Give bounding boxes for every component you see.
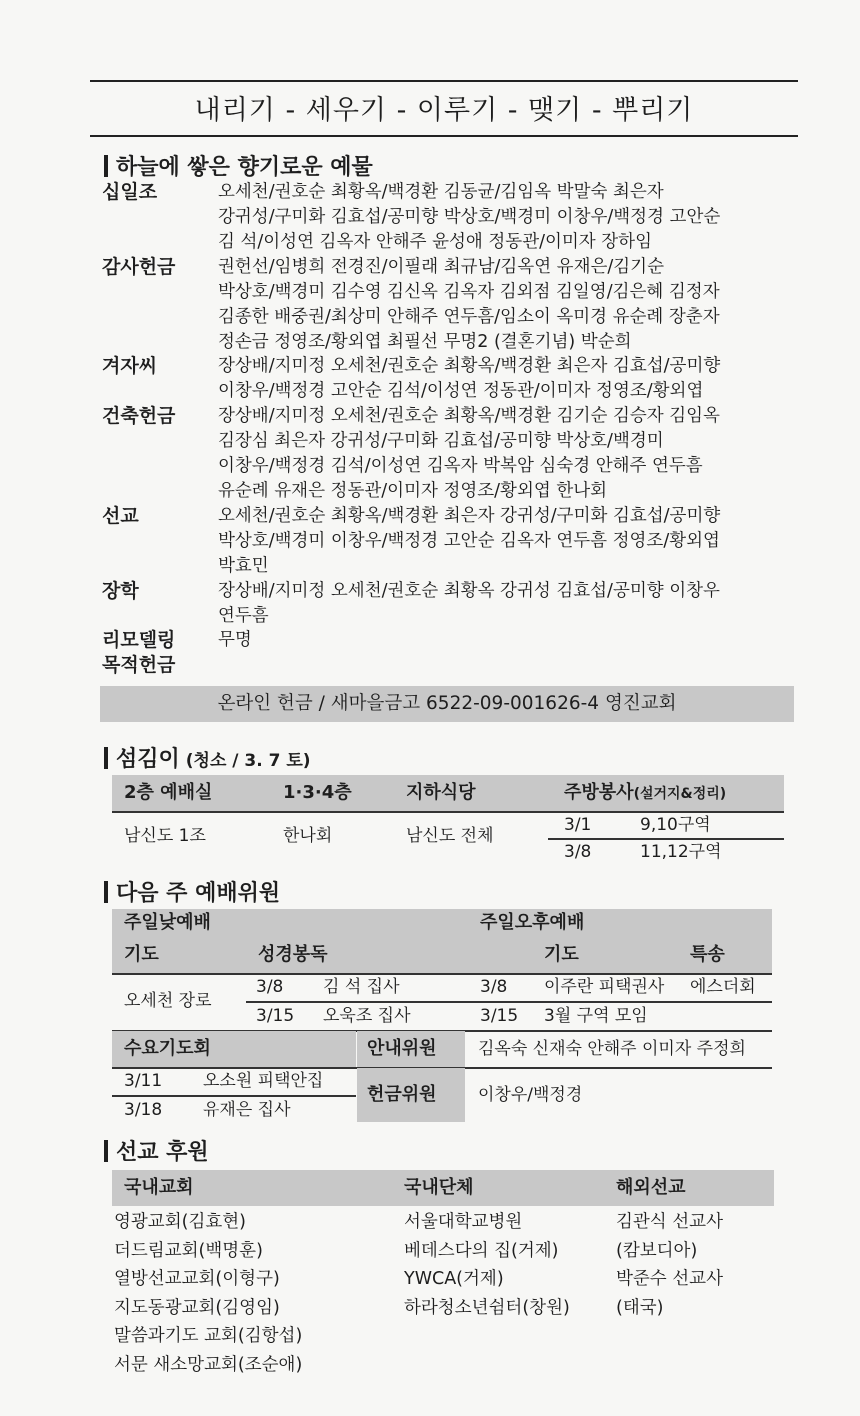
mission-item: 더드림교회(백명훈) [114,1240,263,1261]
offering-donor-names [218,504,802,579]
donor-line: 장상배/지미정 오세천/권호순 최황옥 강귀성 김효섭/공미향 이창우 [218,581,720,601]
special-song-1: 에스더회 [690,977,756,997]
afternoon-prayer-2: 3월 구역 모임 [544,1006,648,1026]
wednesday-name-2: 유재은 집사 [203,1100,291,1120]
donor-line: 박효민 [218,556,269,576]
offering-donor-names [218,180,802,255]
service-duty-title: 섬김이 (청소 / 3. 7 토) [104,742,311,773]
header-special-song: 특송 [690,944,725,965]
usher-label: 안내위원 [367,1038,437,1059]
duty-basement: 남신도 전체 [406,826,494,846]
mission-item: 영광교회(김효현) [114,1212,246,1232]
header-2f-hall: 2층 예배실 [124,782,213,803]
header-bible-reading: 성경봉독 [258,944,328,965]
reading-date-2: 3/15 [256,1006,295,1026]
domestic-churches-list [114,1208,302,1379]
header-kitchen: 주방봉사(설거지&정리) [564,782,727,803]
donor-line: 연두흠 [218,606,269,626]
offering-donor-names [218,579,802,629]
motto-bottom-rule [90,135,798,137]
prayer-leader: 오세천 장로 [124,991,212,1011]
top-rule [90,80,798,82]
mission-item: 지도동광교회(김영임) [114,1297,280,1318]
header-domestic-orgs: 국내단체 [404,1177,474,1198]
header-domestic-churches: 국내교회 [124,1177,194,1198]
offering-committee-label: 헌금위원 [367,1084,437,1105]
mission-item: 박준수 선교사 [616,1269,723,1289]
offering-donor-names [218,354,802,404]
mission-item: (캄보디아) [616,1240,698,1261]
donor-line: 박상호/백경미 김수영 김신옥 김옥자 김외점 김일영/김은혜 김정자 [218,282,720,302]
donor-line: 권헌선/임병희 전경진/이필래 최규남/김옥연 유재은/김기순 [218,257,664,277]
donor-line: 이창우/백정경 김석/이성연 김옥자 박복암 심숙경 안해주 연두흠 [218,456,703,476]
afternoon-date-1: 3/8 [480,977,508,997]
mission-item: 서울대학교병원 [404,1212,523,1232]
header-prayer-afternoon: 기도 [544,944,579,965]
header-134f: 1·3·4층 [283,782,352,803]
afternoon-date-2: 3/15 [480,1006,519,1026]
donor-line: 유순례 유재은 정동관/이미자 정영조/황외엽 한나회 [218,481,608,501]
duty-134f: 한나회 [283,826,333,846]
reading-date-1: 3/8 [256,977,284,997]
mission-item: YWCA(거제) [404,1269,504,1289]
offering-committee-names: 이창우/백정경 [478,1085,583,1105]
header-overseas: 해외선교 [616,1177,686,1198]
reader-2: 오욱조 집사 [323,1006,411,1026]
mission-item: 말씀과기도 교회(김항섭) [114,1326,303,1346]
donor-line: 강귀성/구미화 김효섭/공미향 박상호/백경미 이창우/백정경 고안순 [218,207,721,227]
offering-category-label: 건축헌금 [102,405,176,427]
wednesday-date-2: 3/18 [124,1100,163,1120]
donor-line: 장상배/지미정 오세천/권호순 최황옥/백경환 최은자 김효섭/공미향 [218,356,721,376]
next-week-title: 다음 주 예배위원 [104,876,280,907]
kitchen-area-1: 9,10구역 [640,815,711,835]
donor-line: 오세천/권호순 최황옥/백경환 김동균/김임옥 박말숙 최은자 [218,182,664,202]
mission-item: 베데스다의 집(거제) [404,1240,559,1261]
mission-item: 김관식 선교사 [616,1212,723,1232]
mission-item: (태국) [616,1297,664,1318]
overseas-list [616,1208,723,1322]
domestic-orgs-list [404,1208,570,1322]
motto: 내리기 - 세우기 - 이루기 - 맺기 - 뿌리기 [194,95,694,126]
donor-line: 김종한 배중권/최상미 안해주 연두흠/임소이 옥미경 유순례 장춘자 [218,307,720,327]
duty-2f-hall: 남신도 1조 [124,826,206,846]
offering-category-label: 리모델링 [102,629,176,651]
reader-1: 김 석 집사 [323,977,400,997]
donor-line: 장상배/지미정 오세천/권호순 최황옥/백경환 김기순 김승자 김임옥 [218,406,720,426]
donor-line: 오세천/권호순 최황옥/백경환 최은자 강귀성/구미화 김효섭/공미향 [218,506,721,526]
afternoon-prayer-1: 이주란 피택권사 [544,977,665,997]
mission-item: 열방선교교회(이형구) [114,1269,280,1289]
header-basement: 지하식당 [406,782,476,803]
header-prayer: 기도 [124,944,159,965]
kitchen-area-2: 11,12구역 [640,842,722,862]
sunday-morning-label: 주일낮예배 [124,912,211,933]
wednesday-name-1: 오소원 피택안집 [203,1071,324,1091]
usher-names: 김옥숙 신재숙 안해주 이미자 주정희 [478,1039,746,1059]
next-week-header [112,909,772,973]
mission-item: 서문 새소망교회(조순애) [114,1354,303,1375]
kitchen-date-1: 3/1 [564,815,592,835]
offerings-title: 하늘에 쌓은 향기로운 예물 [104,150,373,181]
next-week-header-line [112,973,772,975]
offering-category-label: 장학 [102,580,139,602]
offering-category-label: 십일조 [102,181,158,203]
offering-category-label-line2: 목적헌금 [102,654,176,676]
offering-donor-names [218,404,802,504]
donor-line: 무명 [218,630,252,650]
offering-category-label: 감사헌금 [102,256,176,278]
mission-title: 선교 후원 [104,1135,209,1166]
donor-line: 정손금 정영조/황외엽 최필선 무명2 (결혼기념) 박순희 [218,332,632,352]
donor-line: 박상호/백경미 이창우/백정경 고안순 김옥자 연두흠 정영조/황외엽 [218,531,720,551]
donor-line: 이창우/백정경 고안순 김석/이성연 정동관/이미자 정영조/황외엽 [218,381,704,401]
wednesday-label: 수요기도회 [124,1038,211,1059]
donor-line: 김 석/이성연 김옥자 안해주 윤성애 정동관/이미자 장하임 [218,232,652,252]
offering-category-label: 선교 [102,505,139,527]
sunday-afternoon-label: 주일오후예배 [480,912,585,933]
wednesday-date-1: 3/11 [124,1071,163,1091]
offering-donor-names [218,255,802,355]
online-offering-banner: 온라인 헌금 / 새마을금고 6522-09-001626-4 영진교회 [100,686,794,722]
mission-item: 하라청소년쉼터(창원) [404,1297,570,1318]
donor-line: 김장심 최은자 강귀성/구미화 김효섭/공미향 박상호/백경미 [218,431,664,451]
kitchen-date-2: 3/8 [564,842,592,862]
offering-donor-names [218,628,802,653]
offering-category-label: 겨자씨 [102,355,158,377]
